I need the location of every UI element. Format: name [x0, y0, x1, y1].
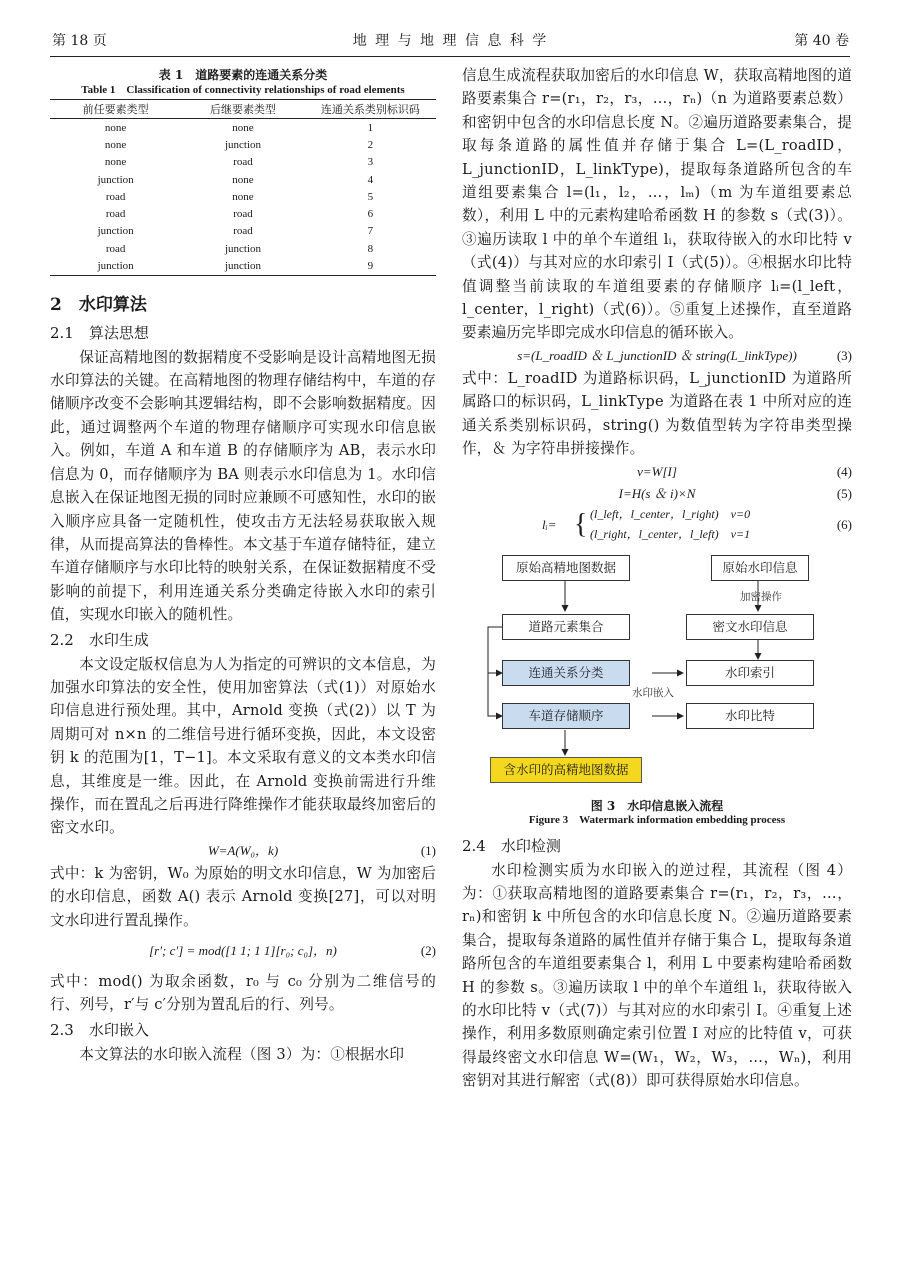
- table-row: [50, 171, 436, 188]
- table-cell: junction: [224, 242, 262, 255]
- table-row: [50, 205, 436, 222]
- table-row: [50, 154, 436, 171]
- figure-3-flowchart: [462, 549, 852, 799]
- equation-3: s=(L_roadID ＆ L_junctionID ＆ string(L_linkType)) (3): [517, 347, 852, 363]
- equation-1-explanation: 式中：k 为密钥，W₀ 为原始的明文水印信息，W 为加密后的水印信息，函数 A() 表示 Arnold 变换[27]，可以对明文水印进行置乱操作。: [50, 864, 436, 929]
- section-2-3-heading: 2.3 水印嵌入: [50, 1020, 149, 1039]
- box-original-map-data: 原始高精地图数据: [502, 555, 630, 581]
- table-cell: junction: [50, 257, 181, 275]
- box-cipher-watermark: 密文水印信息: [686, 614, 814, 640]
- table-cell: road: [105, 190, 126, 203]
- table-cell: junction: [97, 225, 134, 238]
- label-watermark-embedding: 水印嵌入: [632, 686, 674, 699]
- box-connectivity-classification: 连通关系分类: [502, 660, 630, 686]
- section-2-4-body: 水印检测实质为水印嵌入的逆过程，其流程（图 4）为：①获取高精地图的道路要素集合 r=(r₁，r₂，r₃，…，rₙ)和密钥 k 中所包含的水印信息长度 N。②遍历道路要素集合，提取每条道路的属性值并存储于集合 L，提取每条道路所包含的车道组要素集合 l，利用 L 中要素构建哈希函数 H 的参数 s。③遍历读取 l 中的单个车道组 lᵢ，获取待嵌入的水印比特 v（式(7)）与其对应的水印索引 I。④重复上述操作，利用多数原则确定索引位置 I 对应的比特值 v，可获得最终密文水印信息 W=(W₁，W₂，W₃，…，Wₙ)，利用密钥对其进行解密（式(8)）即可获得原始水印信息。: [462, 861, 852, 1090]
- table-title-cn: 表 1 道路要素的连通关系分类: [158, 68, 328, 82]
- table-row: [50, 223, 436, 240]
- journal-title: 地 理 与 地 理 信 息 科 学: [352, 33, 549, 49]
- table-cell: 7: [367, 225, 374, 238]
- table-title-en: Table 1 Classification of connectivity relationships of road elements: [81, 84, 405, 96]
- box-watermark-bit: 水印比特: [686, 703, 814, 729]
- section-2-1-heading: 2.1 算法思想: [50, 323, 149, 342]
- table-cell: 3: [367, 156, 374, 169]
- table-row: [50, 119, 436, 137]
- box-watermarked-map-data: 含水印的高精地图数据: [490, 757, 642, 783]
- section-2-heading: 2 水印算法: [50, 294, 147, 315]
- box-original-watermark: 原始水印信息: [711, 555, 809, 581]
- figure-3-caption-en: Figure 3 Watermark information embedding process: [528, 813, 786, 826]
- table-row: [50, 188, 436, 205]
- section-2-3-body-cont: 信息生成流程获取加密后的水印信息 W，获取高精地图的道路要素集合 r=(r₁，r₂，r₃，…，rₙ)（n 为道路要素总数）和密钥中包含的水印信息长度 N。②遍历道路要素集合，提取每条道路的属性值并存储于集合 L=(L_roadID，L_junctionID，L_linkType)，提取每条道路所包含的车道组要素集合 l=(l₁，l₂，…，lₘ)（m 为车道组要素总数），利用 L 中的元素构建哈希函数 H 的参数 s（式(3)）。③遍历读取 l 中的单个车道组 lᵢ，获取待嵌入的水印比特 v（式(4)）与其对应的水印索引 I（式(5)）。④根据水印比特值调整当前读取的车道组要素的存储顺序 lᵢ=(l_left，l_center，l_right)（式(6)）。⑤重复上述操作，直至道路要素遍历完毕即完成水印信息的循环嵌入。: [462, 67, 852, 342]
- equation-4: v=W[I] (4): [637, 463, 852, 479]
- box-lane-storage-order: 车道存储顺序: [502, 703, 630, 729]
- table-cell: none: [232, 173, 254, 186]
- table-cell: none: [232, 190, 254, 203]
- equation-6: lᵢ= { (l_left，l_center，l_right) v=0 (l_right，l_center，l_left) v=1 (6): [542, 506, 852, 541]
- section-2-4-heading: 2.4 水印检测: [462, 836, 561, 855]
- table-cell: 4: [367, 173, 374, 186]
- equation-1: W=A(W₀，k) (1): [207, 842, 436, 858]
- table-row: [50, 136, 436, 153]
- right-column: [462, 64, 852, 1093]
- section-2-1-body: 保证高精地图的数据精度不受影响是设计高精地图无损水印算法的关键。在高精地图的物理存储结构中，车道的存储顺序改变不会影响其逻辑结构，即不会影响数据精度。因此，通过调整两个车道的物理存储顺序可实现水印信息嵌入。例如，车道 A 和车道 B 的存储顺序为 AB，表示水印信息为 0，而存储顺序为 BA 则表示水印信息为 1。水印信息嵌入在保证地图无损的同时应兼顾不可感知性，水印的嵌入顺序应具备一定随机性，使攻击方无法轻易获取嵌入规律，从而提高算法的鲁棒性。本文基于车道存储特征，建立车道存储顺序与水印比特的映射关系，在保证数据精度不受影响的前提下，利用连通关系分类确定待嵌入水印的索引值，实现水印嵌入的随机性。: [50, 348, 436, 624]
- table-cell: none: [232, 121, 254, 134]
- table-cell: 8: [367, 242, 374, 255]
- table-row: [50, 257, 436, 275]
- table-cell: road: [105, 242, 126, 255]
- table-cell: road: [233, 156, 253, 169]
- left-column: [50, 68, 436, 1066]
- box-watermark-index: 水印索引: [686, 660, 814, 686]
- label-encrypt-operation: 加密操作: [740, 590, 782, 603]
- volume-number: 第 40 卷: [794, 33, 849, 49]
- table-header-cell: 连通关系类别标识码: [305, 100, 436, 119]
- table-cell: 9: [305, 257, 436, 275]
- table-cell: 2: [367, 138, 374, 151]
- figure-3-caption-cn: 图 3 水印信息嵌入流程: [590, 798, 724, 813]
- table-header-cell: 后继要素类型: [181, 100, 305, 119]
- table-cell: 6: [367, 208, 374, 221]
- section-2-3-body-start: 本文算法的水印嵌入流程（图 3）为：①根据水印: [79, 1045, 405, 1063]
- section-2-2-body: 本文设定版权信息为人为指定的可辨识的文本信息，为加强水印算法的安全性，使用加密算法（式(1)）对原始水印信息进行预处理。其中，Arnold 变换（式(2)）以 T 为周期可对 n×n 的二维信号进行循环变换，因此，本文设密钥 k 的范围为[1，T−1]。本文采取有意义的文本类水印信息，其维度是一维。因此，在 Arnold 变换前需进行升维操作，而在置乱之后再进行降维操作才能获取最终加密后的密文水印。: [50, 655, 436, 837]
- table-header-cell: 前任要素类型: [50, 100, 181, 119]
- table-cell: junction: [97, 173, 134, 186]
- equation-5: I=H(s ＆ i)×N (5): [618, 485, 852, 501]
- table-cell: road: [233, 208, 253, 221]
- running-header: [52, 30, 849, 52]
- section-2-2-heading: 2.2 水印生成: [50, 630, 149, 649]
- equation-2: [r′; c′] = mod([1 1; 1 1][r₀; c₀]，n) (2): [149, 943, 436, 959]
- table-cell: 1: [367, 121, 374, 134]
- table-cell: 5: [367, 190, 374, 203]
- equation-2-explanation: 式中：mod() 为取余函数，r₀ 与 c₀ 分别为二维信号的行、列号，r′与 c′分别为置乱后的行、列号。: [50, 973, 436, 1014]
- table-cell: none: [104, 156, 127, 169]
- box-road-element-set: 道路元素集合: [502, 614, 630, 640]
- table-cell: junction: [224, 138, 262, 151]
- connectivity-table: [50, 99, 436, 276]
- table-cell: road: [105, 208, 126, 221]
- table-cell: road: [233, 225, 253, 238]
- table-cell: none: [104, 138, 127, 151]
- table-row: [50, 240, 436, 257]
- equation-3-explanation: 式中：L_roadID 为道路标识码，L_junctionID 为道路所属路口的标识码，L_linkType 为道路在表 1 中所对应的连通关系类别标识码，string() 为数值型转为字符串类型操作，＆ 为字符串拼接操作。: [462, 369, 852, 458]
- page-number: 第 18 页: [52, 33, 107, 49]
- header-rule: [50, 56, 850, 57]
- table-cell: junction: [181, 257, 305, 275]
- table-cell: none: [104, 121, 127, 134]
